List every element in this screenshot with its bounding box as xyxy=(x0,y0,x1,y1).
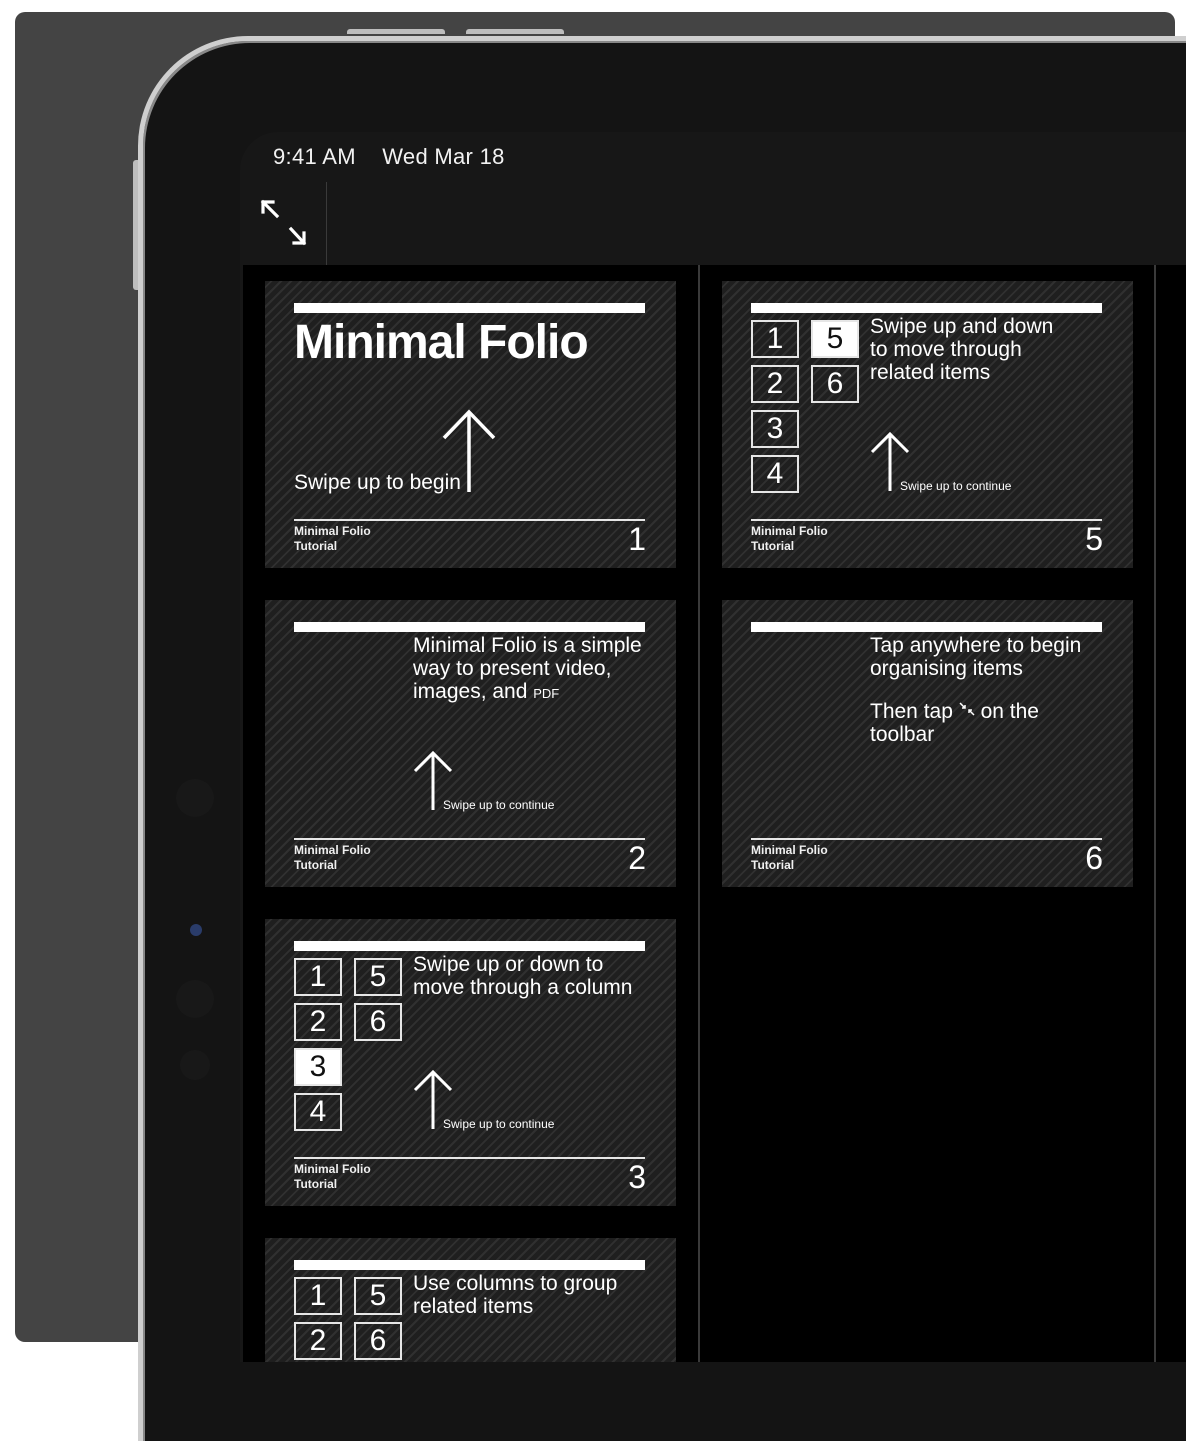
slide-top-bar xyxy=(751,303,1102,313)
footer-sub: Tutorial xyxy=(294,539,338,553)
slide-footer-label xyxy=(294,1162,371,1192)
slide-body xyxy=(870,315,1120,384)
body-line: related items xyxy=(870,361,991,384)
slide-hint: Swipe up to continue xyxy=(900,479,1012,493)
footer-app: Minimal Folio xyxy=(751,843,828,857)
body-line: Tap anywhere to begin xyxy=(870,634,1082,657)
slide-top-bar xyxy=(751,622,1102,632)
slide-footer-label xyxy=(294,524,371,554)
body-line xyxy=(413,680,663,705)
slide-number: 5 xyxy=(1085,521,1103,557)
slide-top-bar xyxy=(294,622,645,632)
grid-item: 2 xyxy=(751,365,799,403)
grid-item: 5 xyxy=(354,958,402,996)
slide-card-5[interactable] xyxy=(722,281,1133,568)
body-line: way to present video, xyxy=(413,657,612,680)
body-line: to move through xyxy=(870,338,1022,361)
spacer xyxy=(870,680,1120,700)
grid-item: 5 xyxy=(354,1277,402,1315)
slide-body xyxy=(413,953,663,999)
grid-item: 6 xyxy=(354,1322,402,1360)
body-line: move through a column xyxy=(413,976,633,999)
grid-item: 1 xyxy=(294,958,342,996)
slide-hint: Swipe up to continue xyxy=(443,798,555,812)
body-line xyxy=(870,700,1120,723)
volume-up-button xyxy=(347,29,445,34)
footer-app: Minimal Folio xyxy=(294,1162,371,1176)
folio-grid xyxy=(243,265,1186,1362)
slide-footer-line xyxy=(751,838,1102,840)
slide-card-2[interactable] xyxy=(265,600,676,887)
grid-item-active: 3 xyxy=(294,1048,342,1086)
grid-item: 4 xyxy=(751,455,799,493)
footer-app: Minimal Folio xyxy=(751,524,828,538)
slide-footer-line xyxy=(294,838,645,840)
slide-footer-line xyxy=(294,519,645,521)
grid-item: 6 xyxy=(354,1003,402,1041)
toolbar-divider xyxy=(326,182,327,265)
footer-app: Minimal Folio xyxy=(294,524,371,538)
slide-footer-line xyxy=(294,1157,645,1159)
grid-item: 2 xyxy=(294,1322,342,1360)
sensor xyxy=(176,779,214,817)
body-text: Then tap xyxy=(870,700,959,723)
slide-footer-line xyxy=(751,519,1102,521)
footer-sub: Tutorial xyxy=(294,858,338,872)
slide-top-bar xyxy=(294,941,645,951)
grid-item: 6 xyxy=(811,365,859,403)
body-line: Minimal Folio is a simple xyxy=(413,634,642,657)
front-camera xyxy=(190,924,202,936)
slide-top-bar xyxy=(294,1260,645,1270)
body-line: toolbar xyxy=(870,723,935,746)
sensor xyxy=(176,980,214,1018)
collapse-arrows-icon xyxy=(959,702,975,716)
slide-number: 2 xyxy=(628,840,646,876)
body-line: Use columns to group xyxy=(413,1272,618,1295)
slide-body xyxy=(413,634,663,705)
grid-item: 2 xyxy=(294,1003,342,1041)
expand-button[interactable] xyxy=(258,196,310,250)
slide-footer-label xyxy=(294,843,371,873)
body-text: on the xyxy=(974,700,1039,723)
grid-item-active: 5 xyxy=(811,320,859,358)
slide-footer-label xyxy=(751,843,828,873)
slide-hint: Swipe up to begin xyxy=(294,471,461,494)
body-line: Swipe up and down xyxy=(870,315,1054,338)
screen xyxy=(240,132,1186,1362)
body-line: organising items xyxy=(870,657,1023,680)
toolbar xyxy=(240,182,1186,265)
slide-number: 3 xyxy=(628,1159,646,1195)
footer-sub: Tutorial xyxy=(751,858,795,872)
slide-card-1[interactable] xyxy=(265,281,676,568)
slide-top-bar xyxy=(294,303,645,313)
volume-down-button xyxy=(466,29,564,34)
status-bar xyxy=(273,144,525,170)
body-line: Swipe up or down to xyxy=(413,953,604,976)
pdf-label: PDF xyxy=(533,686,560,701)
grid-item: 4 xyxy=(294,1093,342,1131)
column-divider xyxy=(1154,265,1156,1362)
expand-arrows-icon xyxy=(258,196,310,250)
sensor xyxy=(180,1050,210,1080)
body-text: images, and xyxy=(413,680,534,703)
footer-sub: Tutorial xyxy=(294,1177,338,1191)
slide-hint: Swipe up to continue xyxy=(443,1117,555,1131)
slide-footer-label xyxy=(751,524,828,554)
slide-card-4[interactable] xyxy=(265,1238,676,1362)
footer-app: Minimal Folio xyxy=(294,843,371,857)
slide-card-3[interactable] xyxy=(265,919,676,1206)
slide-body xyxy=(870,634,1120,746)
column-divider xyxy=(698,265,700,1362)
status-time: 9:41 AM xyxy=(273,144,356,169)
body-line: related items xyxy=(413,1295,534,1318)
footer-sub: Tutorial xyxy=(751,539,795,553)
grid-item: 1 xyxy=(751,320,799,358)
grid-item: 3 xyxy=(751,410,799,448)
slide-card-6[interactable] xyxy=(722,600,1133,887)
grid-item: 1 xyxy=(294,1277,342,1315)
slide-number: 6 xyxy=(1085,840,1103,876)
slide-body xyxy=(413,1272,663,1318)
slide-title: Minimal Folio xyxy=(294,316,588,369)
status-date: Wed Mar 18 xyxy=(382,144,505,169)
slide-number: 1 xyxy=(628,521,646,557)
